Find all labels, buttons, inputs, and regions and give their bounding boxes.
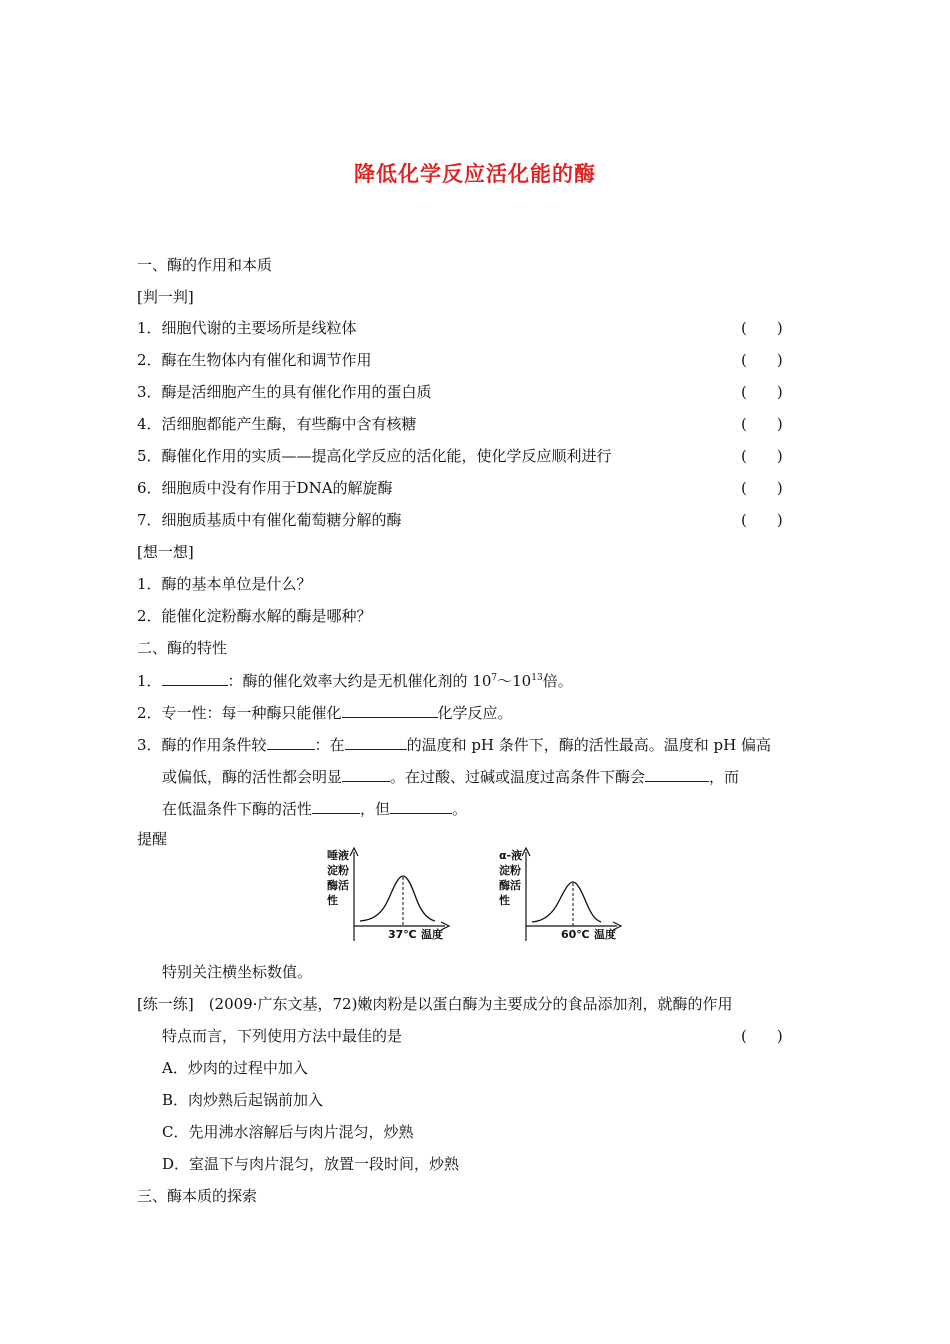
y-axis-label: 酶活 <box>499 879 521 892</box>
item-text: 在低温条件下酶的活性 <box>162 800 313 818</box>
property-item-2 <box>137 702 513 723</box>
y-axis-label: 性 <box>327 894 338 907</box>
salivary-amylase-activity-graph <box>325 846 455 944</box>
item-text: 倍。 <box>542 672 573 690</box>
section2-heading: 二、酶的特性 <box>137 639 228 657</box>
y-axis-label: 淀粉 <box>327 864 349 877</box>
fill-blank <box>342 766 390 782</box>
property-item-1 <box>137 670 573 691</box>
activity-curve <box>532 882 601 922</box>
item-text: 或偏低，酶的活性都会明显 <box>162 768 343 786</box>
item-text: 3．酶的作用条件较 <box>137 736 267 754</box>
answer-paren: ( ) <box>741 351 783 369</box>
activity-curve <box>360 876 435 921</box>
item-text: ：酶的催化效率大约是无机催化剂的 10 <box>227 672 492 690</box>
section1-heading: 一、酶的作用和本质 <box>137 256 273 274</box>
fill-blank <box>390 798 452 814</box>
peak-temperature-label: 60℃ <box>561 928 590 941</box>
judge-item: 1．细胞代谢的主要场所是线粒体 <box>137 319 357 337</box>
item-text: ～10 <box>497 672 532 690</box>
answer-paren: ( ) <box>741 1027 783 1045</box>
property-item-3-line2 <box>162 766 739 787</box>
option-b: B．肉炒熟后起锅前加入 <box>162 1091 324 1109</box>
answer-paren: ( ) <box>741 319 783 337</box>
fill-blank <box>645 766 709 782</box>
item-text: 化学反应。 <box>437 704 513 722</box>
think-item: 1．酶的基本单位是什么？ <box>137 575 312 593</box>
answer-paren: ( ) <box>741 447 783 465</box>
exponent: 7 <box>491 673 498 683</box>
answer-paren: ( ) <box>741 415 783 433</box>
fill-blank <box>267 734 315 750</box>
item-text: 2．专一性：每一种酶只能催化 <box>137 704 342 722</box>
property-item-3-line3 <box>162 798 467 819</box>
item-text: ：在 <box>314 736 345 754</box>
y-axis-label: α-液 <box>499 849 523 862</box>
item-number: 1． <box>137 672 162 690</box>
think-item: 2．能催化淀粉酶水解的酶是哪种？ <box>137 607 372 625</box>
item-text: 。在过酸、过碱或温度过高条件下酶会 <box>390 768 646 786</box>
y-axis-label: 淀粉 <box>499 864 521 877</box>
fill-blank <box>345 734 407 750</box>
section3-heading: 三、酶本质的探索 <box>137 1187 258 1205</box>
option-a: A．炒肉的过程中加入 <box>162 1059 308 1077</box>
exponent: 13 <box>531 673 543 683</box>
answer-paren: ( ) <box>741 479 783 497</box>
property-item-3-line1 <box>137 734 771 755</box>
page-title: 降低化学反应活化能的酶 <box>354 162 596 186</box>
fill-blank <box>162 670 228 686</box>
y-axis-label: 性 <box>499 894 510 907</box>
judge-item: 3．酶是活细胞产生的具有催化作用的蛋白质 <box>137 383 432 401</box>
alpha-amylase-activity-graph <box>497 846 627 944</box>
item-text: 的温度和 pH 条件下，酶的活性最高。温度和 pH 偏高 <box>406 736 772 754</box>
item-text: ，而 <box>709 768 740 786</box>
y-axis-label: 酶活 <box>327 879 349 892</box>
judge-item: 6．细胞质中没有作用于DNA的解旋酶 <box>137 479 393 497</box>
judge-item: 2．酶在生物体内有催化和调节作用 <box>137 351 372 369</box>
fill-blank <box>342 702 438 718</box>
practice-question-line2: 特点而言，下列使用方法中最佳的是 <box>162 1027 403 1045</box>
remind-label: 提醒 <box>137 830 168 848</box>
judge-item: 5．酶催化作用的实质——提高化学反应的活化能，使化学反应顺利进行 <box>137 447 612 465</box>
judge-item: 4．活细胞都能产生酶，有些酶中含有核糖 <box>137 415 417 433</box>
item-text: ，但 <box>360 800 391 818</box>
y-axis-label: 唾液 <box>327 849 349 862</box>
answer-paren: ( ) <box>741 511 783 529</box>
think-label: [想一想] <box>137 543 194 561</box>
x-axis-label: 温度 <box>594 928 616 941</box>
answer-paren: ( ) <box>741 383 783 401</box>
item-text: 。 <box>452 800 468 818</box>
option-d: D．室温下与肉片混匀，放置一段时间，炒熟 <box>162 1155 460 1173</box>
option-c: C．先用沸水溶解后与肉片混匀，炒熟 <box>162 1123 414 1141</box>
peak-temperature-label: 37℃ <box>388 928 417 941</box>
judge-label: [判一判] <box>137 288 194 306</box>
x-axis-label: 温度 <box>421 928 443 941</box>
fill-blank <box>312 798 360 814</box>
practice-question-line1: [练一练] (2009·广东文基，72)嫩肉粉是以蛋白酶为主要成分的食品添加剂，就酶的作用 <box>137 995 733 1013</box>
remind-note: 特别关注横坐标数值。 <box>162 963 313 981</box>
judge-item: 7．细胞质基质中有催化葡萄糖分解的酶 <box>137 511 402 529</box>
